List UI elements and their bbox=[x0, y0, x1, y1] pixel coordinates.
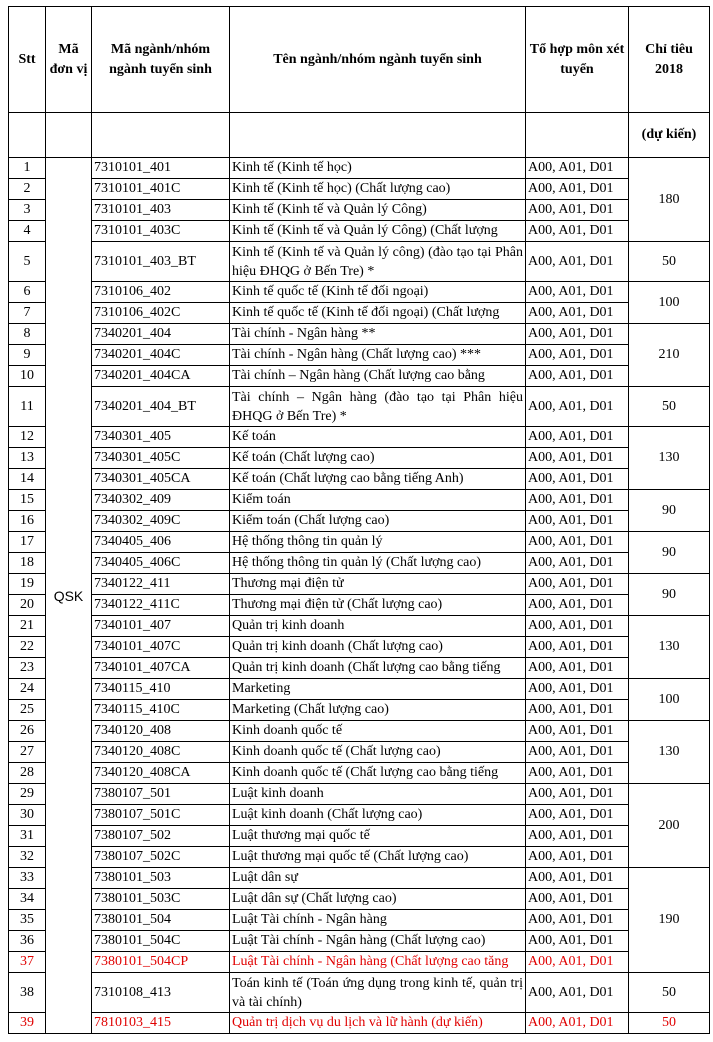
header-sub-empty bbox=[230, 113, 526, 158]
row-major-name: Kinh doanh quốc tế (Chất lượng cao) bbox=[230, 742, 526, 763]
row-major-name: Kinh tế quốc tế (Kinh tế đối ngoại) (Chất lượng bbox=[230, 303, 526, 324]
row-major-name: Kiểm toán bbox=[230, 490, 526, 511]
row-stt: 26 bbox=[9, 721, 46, 742]
table-row bbox=[9, 366, 710, 387]
table-row bbox=[9, 973, 710, 1013]
row-major-name: Luật Tài chính - Ngân hàng (Chất lượng cao) bbox=[230, 931, 526, 952]
row-major-code: 7810103_415 bbox=[92, 1013, 230, 1034]
row-major-name: Kinh tế (Kinh tế và Quản lý Công) bbox=[230, 200, 526, 221]
row-stt: 14 bbox=[9, 469, 46, 490]
row-major-code: 7340120_408CA bbox=[92, 763, 230, 784]
row-major-code: 7380101_503C bbox=[92, 889, 230, 910]
row-stt: 31 bbox=[9, 826, 46, 847]
header-sub-empty bbox=[46, 113, 92, 158]
table-row bbox=[9, 427, 710, 448]
row-stt: 24 bbox=[9, 679, 46, 700]
header-subject-combo: Tổ hợp môn xét tuyển bbox=[526, 7, 629, 113]
table-row bbox=[9, 805, 710, 826]
header-quota-note: (dự kiến) bbox=[629, 113, 710, 158]
row-stt: 33 bbox=[9, 868, 46, 889]
row-major-name: Kiểm toán (Chất lượng cao) bbox=[230, 511, 526, 532]
table-row bbox=[9, 490, 710, 511]
row-stt: 36 bbox=[9, 931, 46, 952]
table-row bbox=[9, 658, 710, 679]
row-stt: 2 bbox=[9, 179, 46, 200]
table-row bbox=[9, 1013, 710, 1034]
table-row bbox=[9, 910, 710, 931]
row-quota: 210 bbox=[629, 324, 710, 387]
row-stt: 39 bbox=[9, 1013, 46, 1034]
row-major-code: 7310101_401C bbox=[92, 179, 230, 200]
row-subject-combo: A00, A01, D01 bbox=[526, 721, 629, 742]
row-major-name: Luật kinh doanh bbox=[230, 784, 526, 805]
row-major-code: 7340120_408C bbox=[92, 742, 230, 763]
row-major-code: 7340302_409C bbox=[92, 511, 230, 532]
row-major-code: 7310108_413 bbox=[92, 973, 230, 1013]
row-major-name: Luật kinh doanh (Chất lượng cao) bbox=[230, 805, 526, 826]
row-major-code: 7340122_411 bbox=[92, 574, 230, 595]
row-major-code: 7340120_408 bbox=[92, 721, 230, 742]
row-stt: 1 bbox=[9, 158, 46, 179]
row-major-name: Hệ thống thông tin quản lý (Chất lượng cao) bbox=[230, 553, 526, 574]
table-row bbox=[9, 553, 710, 574]
header-sub-empty bbox=[9, 113, 46, 158]
row-subject-combo: A00, A01, D01 bbox=[526, 574, 629, 595]
row-subject-combo: A00, A01, D01 bbox=[526, 805, 629, 826]
row-subject-combo: A00, A01, D01 bbox=[526, 658, 629, 679]
row-major-name: Kinh tế (Kinh tế học) bbox=[230, 158, 526, 179]
row-stt: 25 bbox=[9, 700, 46, 721]
header-row bbox=[9, 7, 710, 113]
row-stt: 29 bbox=[9, 784, 46, 805]
table-row bbox=[9, 700, 710, 721]
row-major-name: Tài chính - Ngân hàng (Chất lượng cao) *** bbox=[230, 345, 526, 366]
row-stt: 32 bbox=[9, 847, 46, 868]
row-subject-combo: A00, A01, D01 bbox=[526, 700, 629, 721]
table-row bbox=[9, 952, 710, 973]
row-quota: 50 bbox=[629, 1013, 710, 1034]
row-major-code: 7340115_410C bbox=[92, 700, 230, 721]
row-major-code: 7310101_403 bbox=[92, 200, 230, 221]
row-stt: 6 bbox=[9, 282, 46, 303]
table-row bbox=[9, 931, 710, 952]
row-major-name: Luật thương mại quốc tế bbox=[230, 826, 526, 847]
row-major-name: Tài chính – Ngân hàng (đào tạo tại Phân hiệu ĐHQG ở Bến Tre) * bbox=[230, 387, 526, 427]
row-subject-combo: A00, A01, D01 bbox=[526, 490, 629, 511]
row-major-name: Luật Tài chính - Ngân hàng (Chất lượng cao tăng bbox=[230, 952, 526, 973]
table-body bbox=[9, 158, 710, 1034]
row-stt: 20 bbox=[9, 595, 46, 616]
row-major-code: 7340301_405 bbox=[92, 427, 230, 448]
row-subject-combo: A00, A01, D01 bbox=[526, 826, 629, 847]
row-major-code: 7380107_501 bbox=[92, 784, 230, 805]
row-subject-combo: A00, A01, D01 bbox=[526, 889, 629, 910]
row-stt: 13 bbox=[9, 448, 46, 469]
row-major-code: 7340101_407CA bbox=[92, 658, 230, 679]
row-major-name: Hệ thống thông tin quản lý bbox=[230, 532, 526, 553]
row-stt: 23 bbox=[9, 658, 46, 679]
row-subject-combo: A00, A01, D01 bbox=[526, 387, 629, 427]
row-quota: 130 bbox=[629, 721, 710, 784]
row-major-name: Tài chính – Ngân hàng (Chất lượng cao bằng bbox=[230, 366, 526, 387]
table-row bbox=[9, 847, 710, 868]
row-major-name: Kế toán bbox=[230, 427, 526, 448]
row-major-code: 7340405_406 bbox=[92, 532, 230, 553]
row-major-name: Luật dân sự (Chất lượng cao) bbox=[230, 889, 526, 910]
row-major-code: 7310101_403C bbox=[92, 221, 230, 242]
row-subject-combo: A00, A01, D01 bbox=[526, 868, 629, 889]
row-subject-combo: A00, A01, D01 bbox=[526, 179, 629, 200]
row-quota: 90 bbox=[629, 490, 710, 532]
row-subject-combo: A00, A01, D01 bbox=[526, 366, 629, 387]
row-subject-combo: A00, A01, D01 bbox=[526, 427, 629, 448]
table-row bbox=[9, 868, 710, 889]
row-major-name: Luật dân sự bbox=[230, 868, 526, 889]
row-major-name: Marketing (Chất lượng cao) bbox=[230, 700, 526, 721]
row-stt: 38 bbox=[9, 973, 46, 1013]
table-row bbox=[9, 574, 710, 595]
row-major-name: Thương mại điện tử (Chất lượng cao) bbox=[230, 595, 526, 616]
row-subject-combo: A00, A01, D01 bbox=[526, 784, 629, 805]
row-quota: 180 bbox=[629, 158, 710, 242]
header-sub-empty bbox=[92, 113, 230, 158]
table-row bbox=[9, 324, 710, 345]
row-quota: 130 bbox=[629, 427, 710, 490]
row-quota: 100 bbox=[629, 679, 710, 721]
row-major-name: Tài chính - Ngân hàng ** bbox=[230, 324, 526, 345]
table-row bbox=[9, 242, 710, 282]
header-subrow bbox=[9, 113, 710, 158]
table-row bbox=[9, 448, 710, 469]
row-major-code: 7340122_411C bbox=[92, 595, 230, 616]
row-subject-combo: A00, A01, D01 bbox=[526, 469, 629, 490]
row-stt: 22 bbox=[9, 637, 46, 658]
row-quota: 90 bbox=[629, 574, 710, 616]
row-stt: 8 bbox=[9, 324, 46, 345]
header-sub-empty bbox=[526, 113, 629, 158]
row-major-name: Kinh tế (Kinh tế và Quản lý công) (đào tạo tại Phân hiệu ĐHQG ở Bến Tre) * bbox=[230, 242, 526, 282]
row-subject-combo: A00, A01, D01 bbox=[526, 931, 629, 952]
row-subject-combo: A00, A01, D01 bbox=[526, 532, 629, 553]
row-subject-combo: A00, A01, D01 bbox=[526, 158, 629, 179]
row-major-code: 7310101_403_BT bbox=[92, 242, 230, 282]
row-stt: 9 bbox=[9, 345, 46, 366]
row-subject-combo: A00, A01, D01 bbox=[526, 448, 629, 469]
row-subject-combo: A00, A01, D01 bbox=[526, 952, 629, 973]
row-stt: 5 bbox=[9, 242, 46, 282]
row-quota: 190 bbox=[629, 868, 710, 973]
row-subject-combo: A00, A01, D01 bbox=[526, 303, 629, 324]
row-subject-combo: A00, A01, D01 bbox=[526, 679, 629, 700]
unit-code-cell: QSK bbox=[46, 158, 92, 1034]
row-major-code: 7340302_409 bbox=[92, 490, 230, 511]
row-stt: 37 bbox=[9, 952, 46, 973]
row-stt: 30 bbox=[9, 805, 46, 826]
row-subject-combo: A00, A01, D01 bbox=[526, 282, 629, 303]
row-quota: 50 bbox=[629, 242, 710, 282]
table-row bbox=[9, 679, 710, 700]
table-row bbox=[9, 889, 710, 910]
header-major-code: Mã ngành/nhóm ngành tuyển sinh bbox=[92, 7, 230, 113]
row-stt: 12 bbox=[9, 427, 46, 448]
row-subject-combo: A00, A01, D01 bbox=[526, 1013, 629, 1034]
row-quota: 90 bbox=[629, 532, 710, 574]
table-row bbox=[9, 511, 710, 532]
header-quota: Chỉ tiêu 2018 bbox=[629, 7, 710, 113]
row-quota: 50 bbox=[629, 387, 710, 427]
row-stt: 28 bbox=[9, 763, 46, 784]
row-subject-combo: A00, A01, D01 bbox=[526, 910, 629, 931]
row-major-name: Marketing bbox=[230, 679, 526, 700]
row-stt: 3 bbox=[9, 200, 46, 221]
table-row bbox=[9, 742, 710, 763]
row-major-code: 7340405_406C bbox=[92, 553, 230, 574]
table-row bbox=[9, 721, 710, 742]
row-subject-combo: A00, A01, D01 bbox=[526, 973, 629, 1013]
row-subject-combo: A00, A01, D01 bbox=[526, 763, 629, 784]
table-row bbox=[9, 532, 710, 553]
row-major-code: 7310106_402C bbox=[92, 303, 230, 324]
row-major-name: Kinh doanh quốc tế (Chất lượng cao bằng tiếng bbox=[230, 763, 526, 784]
row-stt: 4 bbox=[9, 221, 46, 242]
table-row bbox=[9, 303, 710, 324]
table-row bbox=[9, 221, 710, 242]
row-subject-combo: A00, A01, D01 bbox=[526, 847, 629, 868]
row-stt: 27 bbox=[9, 742, 46, 763]
row-subject-combo: A00, A01, D01 bbox=[526, 221, 629, 242]
row-major-code: 7340201_404CA bbox=[92, 366, 230, 387]
row-subject-combo: A00, A01, D01 bbox=[526, 200, 629, 221]
row-stt: 7 bbox=[9, 303, 46, 324]
table-row bbox=[9, 469, 710, 490]
row-subject-combo: A00, A01, D01 bbox=[526, 345, 629, 366]
row-major-code: 7380101_504CP bbox=[92, 952, 230, 973]
table-row bbox=[9, 784, 710, 805]
row-subject-combo: A00, A01, D01 bbox=[526, 616, 629, 637]
table-row bbox=[9, 616, 710, 637]
row-major-name: Quản trị kinh doanh (Chất lượng cao) bbox=[230, 637, 526, 658]
table-header bbox=[9, 7, 710, 158]
row-quota: 50 bbox=[629, 973, 710, 1013]
row-major-code: 7380101_504 bbox=[92, 910, 230, 931]
row-major-code: 7310106_402 bbox=[92, 282, 230, 303]
row-major-name: Thương mại điện tử bbox=[230, 574, 526, 595]
row-stt: 17 bbox=[9, 532, 46, 553]
row-major-code: 7340201_404_BT bbox=[92, 387, 230, 427]
row-quota: 100 bbox=[629, 282, 710, 324]
row-quota: 130 bbox=[629, 616, 710, 679]
row-major-name: Quản trị kinh doanh bbox=[230, 616, 526, 637]
row-subject-combo: A00, A01, D01 bbox=[526, 595, 629, 616]
row-major-name: Kinh tế (Kinh tế học) (Chất lượng cao) bbox=[230, 179, 526, 200]
row-stt: 35 bbox=[9, 910, 46, 931]
row-stt: 16 bbox=[9, 511, 46, 532]
row-subject-combo: A00, A01, D01 bbox=[526, 511, 629, 532]
table-row bbox=[9, 179, 710, 200]
table-row bbox=[9, 345, 710, 366]
row-major-name: Kế toán (Chất lượng cao bằng tiếng Anh) bbox=[230, 469, 526, 490]
header-unit-code: Mã đơn vị bbox=[46, 7, 92, 113]
row-major-code: 7380101_504C bbox=[92, 931, 230, 952]
row-major-name: Kế toán (Chất lượng cao) bbox=[230, 448, 526, 469]
row-stt: 21 bbox=[9, 616, 46, 637]
table-row bbox=[9, 158, 710, 179]
table-row bbox=[9, 387, 710, 427]
table-row bbox=[9, 595, 710, 616]
row-major-name: Luật Tài chính - Ngân hàng bbox=[230, 910, 526, 931]
header-major-name: Tên ngành/nhóm ngành tuyển sinh bbox=[230, 7, 526, 113]
row-major-code: 7340301_405CA bbox=[92, 469, 230, 490]
row-stt: 10 bbox=[9, 366, 46, 387]
row-major-code: 7340101_407C bbox=[92, 637, 230, 658]
row-quota: 200 bbox=[629, 784, 710, 868]
table-row bbox=[9, 826, 710, 847]
row-stt: 15 bbox=[9, 490, 46, 511]
admission-quota-table bbox=[8, 6, 710, 1034]
row-subject-combo: A00, A01, D01 bbox=[526, 324, 629, 345]
table-row bbox=[9, 200, 710, 221]
table-row bbox=[9, 282, 710, 303]
row-major-name: Quản trị dịch vụ du lịch và lữ hành (dự kiến) bbox=[230, 1013, 526, 1034]
row-major-code: 7340201_404C bbox=[92, 345, 230, 366]
row-subject-combo: A00, A01, D01 bbox=[526, 742, 629, 763]
row-major-name: Quản trị kinh doanh (Chất lượng cao bằng tiếng bbox=[230, 658, 526, 679]
row-major-name: Kinh tế quốc tế (Kinh tế đối ngoại) bbox=[230, 282, 526, 303]
row-major-code: 7380101_503 bbox=[92, 868, 230, 889]
row-major-code: 7340201_404 bbox=[92, 324, 230, 345]
row-major-code: 7380107_502C bbox=[92, 847, 230, 868]
row-major-code: 7310101_401 bbox=[92, 158, 230, 179]
row-major-name: Kinh doanh quốc tế bbox=[230, 721, 526, 742]
row-subject-combo: A00, A01, D01 bbox=[526, 637, 629, 658]
table-row bbox=[9, 763, 710, 784]
row-major-name: Kinh tế (Kinh tế và Quản lý Công) (Chất lượng bbox=[230, 221, 526, 242]
header-stt: Stt bbox=[9, 7, 46, 113]
row-subject-combo: A00, A01, D01 bbox=[526, 242, 629, 282]
row-major-code: 7380107_502 bbox=[92, 826, 230, 847]
row-stt: 11 bbox=[9, 387, 46, 427]
row-subject-combo: A00, A01, D01 bbox=[526, 553, 629, 574]
table-row bbox=[9, 637, 710, 658]
row-major-code: 7340115_410 bbox=[92, 679, 230, 700]
row-major-name: Toán kinh tế (Toán ứng dụng trong kinh tế, quản trị và tài chính) bbox=[230, 973, 526, 1013]
row-major-code: 7340301_405C bbox=[92, 448, 230, 469]
row-stt: 19 bbox=[9, 574, 46, 595]
row-major-name: Luật thương mại quốc tế (Chất lượng cao) bbox=[230, 847, 526, 868]
row-stt: 18 bbox=[9, 553, 46, 574]
row-major-code: 7340101_407 bbox=[92, 616, 230, 637]
row-stt: 34 bbox=[9, 889, 46, 910]
row-major-code: 7380107_501C bbox=[92, 805, 230, 826]
